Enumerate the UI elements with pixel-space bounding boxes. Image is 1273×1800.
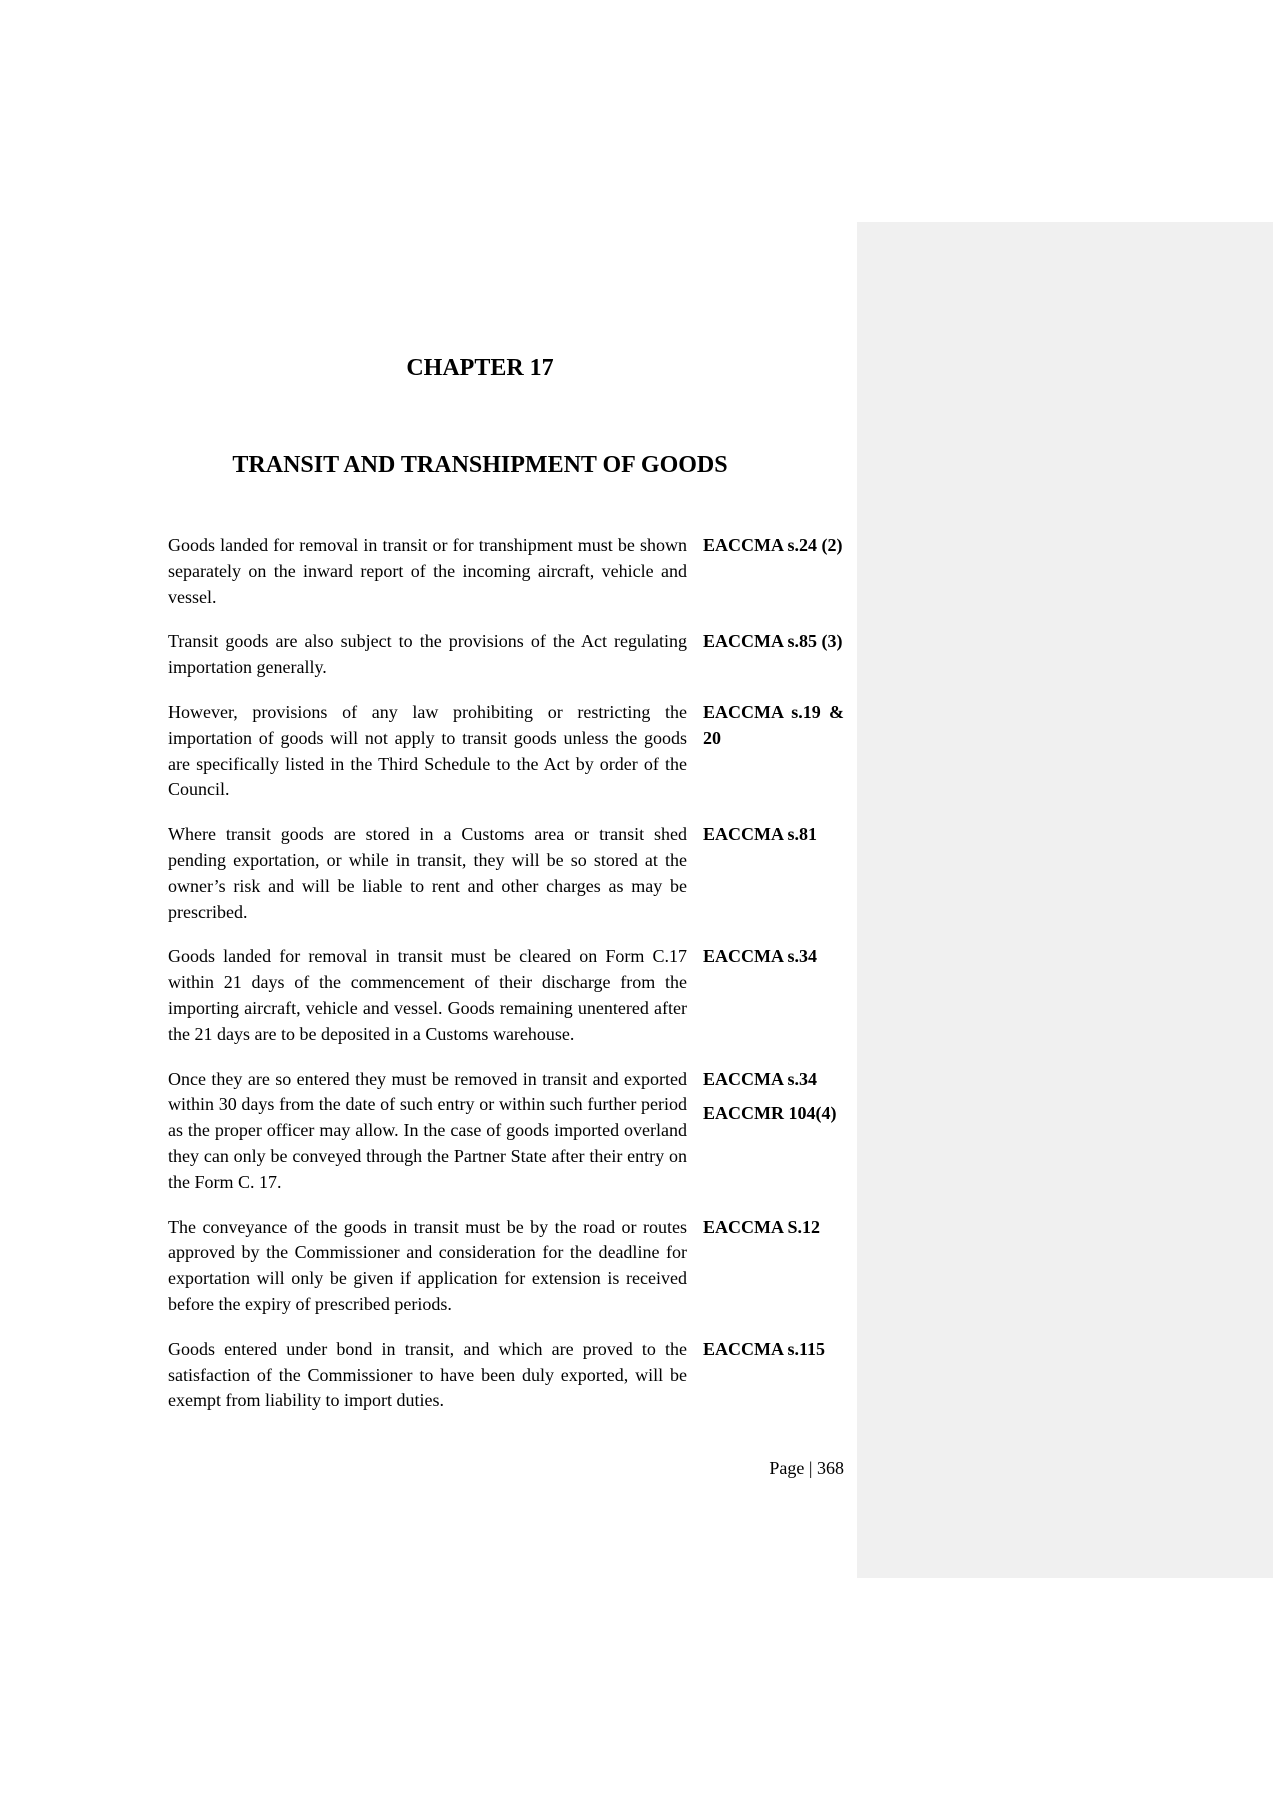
legal-references	[703, 533, 844, 610]
legal-reference: EACCMA S.12	[703, 1216, 821, 1237]
legal-references	[703, 1337, 844, 1414]
paragraph: Where transit goods are stored in a Customs area or transit shed pending exportation, or while in transit, they will be so stored at the owner’s risk and will be liable to rent and other charges as may be prescribed.	[168, 824, 687, 922]
paragraph: Goods landed for removal in transit must be cleared on Form C.17 within 21 days of the commencement of their discharge from the importing aircraft, vehicle and vessel. Goods remaining unentered after the 21 days are to be deposited in a Customs warehouse.	[168, 946, 687, 1044]
legal-reference: EACCMA s.115	[703, 1338, 826, 1359]
legal-references	[703, 1067, 844, 1196]
section	[168, 822, 844, 925]
section	[168, 533, 844, 610]
section	[168, 944, 844, 1047]
legal-references	[703, 700, 844, 803]
legal-reference: EACCMA s.24 (2)	[703, 535, 843, 555]
legal-reference: EACCMR 104(4)	[703, 1103, 837, 1124]
legal-reference: EACCMA s.85 (3)	[703, 631, 843, 652]
paragraph: The conveyance of the goods in transit must be by the road or routes approved by the Commissioner and consideration for the deadline for exportation will only be given if application for extension is received before the expiry of prescribed periods.	[168, 1216, 687, 1314]
section	[168, 1067, 844, 1196]
legal-reference: EACCMA s.81	[703, 824, 818, 845]
paragraph: Transit goods are also subject to the provisions of the Act regulating importation generally.	[168, 631, 687, 678]
paragraph: Goods entered under bond in transit, and which are proved to the satisfaction of the Commissioner to have been duly exported, will be exempt from liability to import duties.	[168, 1338, 687, 1411]
legal-reference: EACCMA s.34	[703, 946, 818, 967]
legal-references	[703, 1215, 844, 1318]
section	[168, 1215, 844, 1318]
section	[168, 629, 844, 681]
paragraph: Once they are so entered they must be removed in transit and exported within 30 days from the date of such entry or within such further period as the proper officer may allow. In the case of goods imported overland they can only be conveyed through the Partner State after their entry on the Form C. 17.	[168, 1068, 687, 1192]
section	[168, 700, 844, 803]
legal-reference: EACCMA s.19 & 20	[703, 701, 844, 748]
legal-reference: EACCMA s.34	[703, 1068, 818, 1089]
legal-references	[703, 629, 844, 681]
paragraph: Goods landed for removal in transit or for transhipment must be shown separately on the inward report of the incoming aircraft, vehicle and vessel.	[168, 535, 687, 607]
chapter-subtitle: TRANSIT AND TRANSHIPMENT OF GOODS	[232, 452, 728, 478]
section	[168, 1337, 844, 1414]
comment-pane	[857, 222, 1273, 1578]
chapter-title: CHAPTER 17	[406, 355, 554, 381]
paragraph: However, provisions of any law prohibiting or restricting the importation of goods will not apply to transit goods unless the goods are specifically listed in the Third Schedule to the Act by order of the Council.	[168, 701, 687, 800]
chapter-body	[168, 533, 844, 1433]
page-number: Page | 368	[769, 1458, 844, 1478]
legal-references	[703, 822, 844, 925]
legal-references	[703, 944, 844, 1047]
